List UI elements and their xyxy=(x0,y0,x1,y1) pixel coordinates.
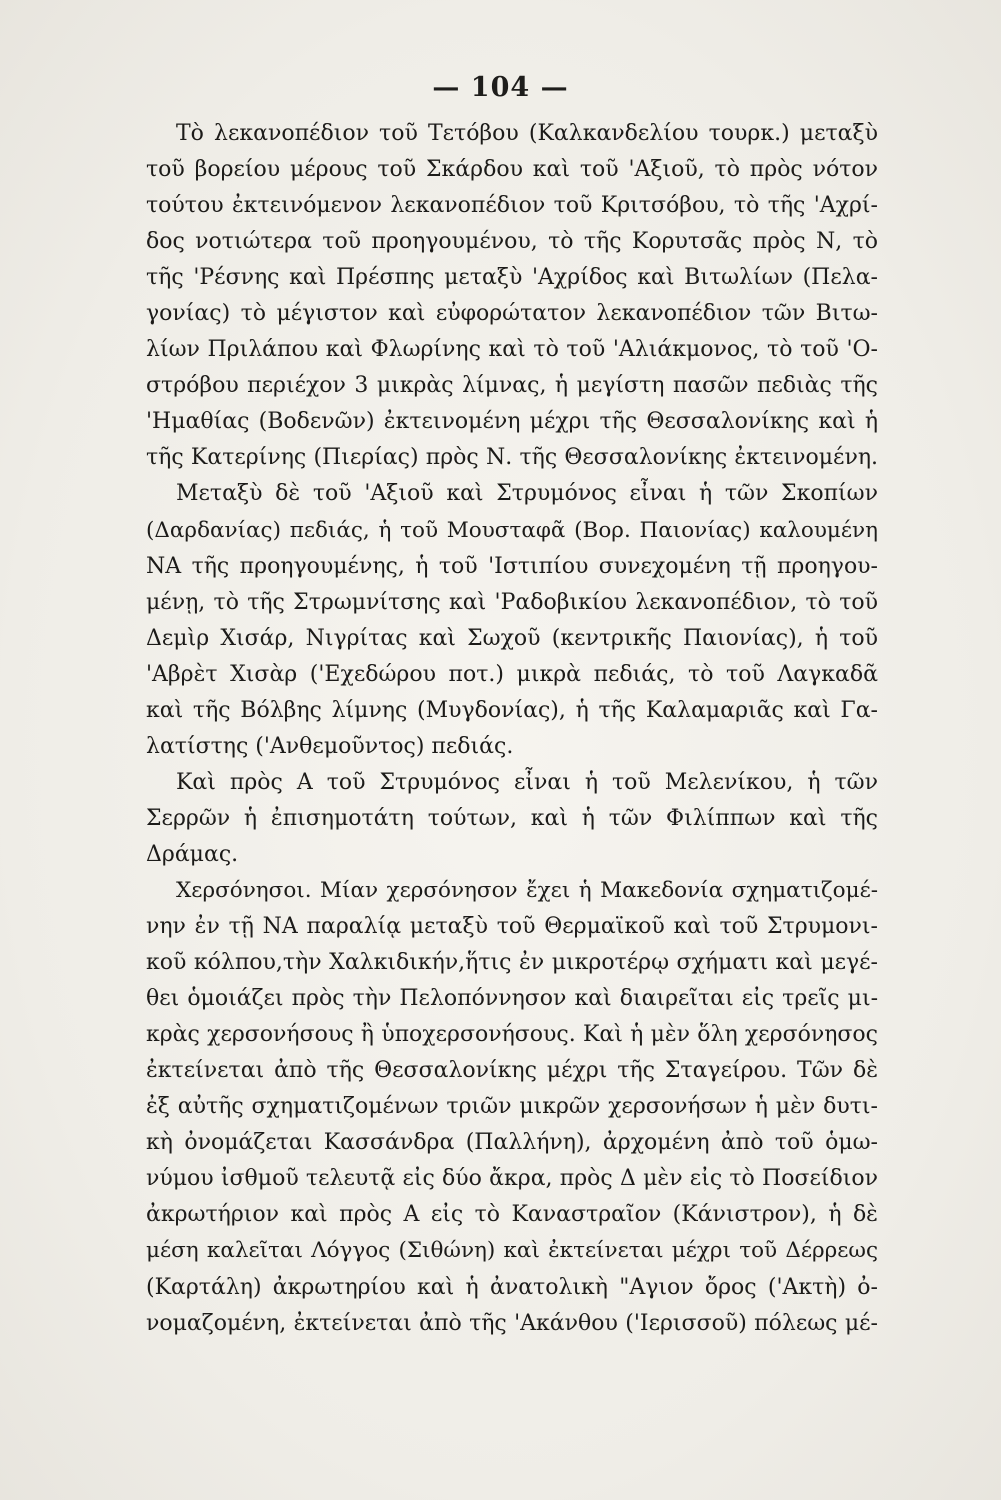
text-line: (Δαρδανίας) πεδιάς, ἡ τοῦ Μουσταφᾶ (Βορ. Παιονίας) καλουμένη xyxy=(146,517,878,543)
text-line: λίων Πριλάπου καὶ Φλωρίνης καὶ τὸ τοῦ 'Αλιάκμονος, τὸ τοῦ 'Ο- xyxy=(146,337,878,363)
text-line: Μεταξὺ δὲ τοῦ 'Αξιοῦ καὶ Στρυμόνος εἶναι ἡ τῶν Σκοπίων xyxy=(176,481,878,507)
text-line: γονίας) τὸ μέγιστον καὶ εὐφορώτατον λεκανοπέδιον τῶν Βιτω- xyxy=(146,301,878,327)
text-line: 'Αβρὲτ Χισὰρ ('Εχεδώρου ποτ.) μικρὰ πεδιάς, τὸ τοῦ Λαγκαδᾶ xyxy=(146,661,878,687)
text-line: τούτου ἐκτεινόμενον λεκανοπέδιον τοῦ Κριτσόβου, τὸ τῆς 'Αχρί- xyxy=(146,193,878,219)
page-number: — 104 — xyxy=(432,72,569,103)
text-line: τῆς Κατερίνης (Πιερίας) πρὸς Ν. τῆς Θεσσαλονίκης ἐκτεινομένη. xyxy=(146,445,878,471)
text-line: 'Ημαθίας (Βοδενῶν) ἐκτεινομένη μέχρι τῆς Θεσσαλονίκης καὶ ἡ xyxy=(146,409,878,435)
text-line: Δράμας. xyxy=(146,841,239,867)
text-line: ἐξ αὐτῆς σχηματιζομένων τριῶν μικρῶν χερσονήσων ἡ μὲν δυτι- xyxy=(146,1094,878,1120)
text-line: λατίστης ('Ανθεμοῦντος) πεδιάς. xyxy=(146,733,514,759)
text-line: Καὶ πρὸς Α τοῦ Στρυμόνος εἶναι ἡ τοῦ Μελενίκου, ἡ τῶν xyxy=(176,769,878,795)
text-line: τῆς 'Ρέσνης καὶ Πρέσπης μεταξὺ 'Αχρίδος καὶ Βιτωλίων (Πελα- xyxy=(146,265,878,291)
text-line: ἐκτείνεται ἀπὸ τῆς Θεσσαλονίκης μέχρι τῆς Σταγείρου. Τῶν δὲ xyxy=(146,1058,878,1084)
text-line: Χερσόνησοι. Μίαν χερσόνησον ἔχει ἡ Μακεδονία σχηματιζομέ- xyxy=(176,877,878,903)
text-line: νην ἐν τῇ ΝΑ παραλίᾳ μεταξὺ τοῦ Θερμαϊκοῦ καὶ τοῦ Στρυμονι- xyxy=(146,914,878,940)
body-text xyxy=(146,116,878,1342)
text-line: ἀκρωτήριον καὶ πρὸς Α εἰς τὸ Καναστραῖον (Κάνιστρον), ἡ δὲ xyxy=(146,1202,878,1228)
text-line: θει ὁμοιάζει πρὸς τὴν Πελοπόννησον καὶ διαιρεῖται εἰς τρεῖς μι- xyxy=(146,986,878,1012)
text-line: κοῦ κόλπου,τὴν Χαλκιδικήν,ἥτις ἐν μικροτέρῳ σχήματι καὶ μεγέ- xyxy=(146,950,878,976)
text-line: κὴ ὀνομάζεται Κασσάνδρα (Παλλήνη), ἀρχομένη ἀπὸ τοῦ ὁμω- xyxy=(146,1130,878,1156)
text-line: μένῃ, τὸ τῆς Στρωμνίτσης καὶ 'Ραδοβικίου λεκανοπέδιον, τὸ τοῦ xyxy=(146,589,878,615)
text-line: Δεμὶρ Χισάρ, Νιγρίτας καὶ Σωχοῦ (κεντρικῆς Παιονίας), ἡ τοῦ xyxy=(146,625,878,651)
text-line: στρόβου περιέχον 3 μικρὰς λίμνας, ἡ μεγίστη πασῶν πεδιὰς τῆς xyxy=(146,373,878,399)
text-line: νύμου ἰσθμοῦ τελευτᾷ εἰς δύο ἄκρα, πρὸς Δ μὲν εἰς τὸ Ποσείδιον xyxy=(146,1166,878,1192)
text-line: κρὰς χερσονήσους ἢ ὑποχερσονήσους. Καὶ ἡ μὲν ὅλη χερσόνησος xyxy=(146,1022,878,1048)
text-line: ΝΑ τῆς προηγουμένης, ἡ τοῦ 'Ιστιπίου συνεχομένη τῇ προηγου- xyxy=(146,553,878,579)
text-line: μέση καλεῖται Λόγγος (Σιθώνη) καὶ ἐκτείνεται μέχρι τοῦ Δέρρεως xyxy=(146,1238,878,1264)
text-line: νομαζομένη, ἐκτείνεται ἀπὸ τῆς 'Ακάνθου ('Ιερισσοῦ) πόλεως μέ- xyxy=(146,1310,878,1336)
text-line: τοῦ βορείου μέρους τοῦ Σκάρδου καὶ τοῦ 'Αξιοῦ, τὸ πρὸς νότον xyxy=(146,157,878,183)
text-line: καὶ τῆς Βόλβης λίμνης (Μυγδονίας), ἡ τῆς Καλαμαριᾶς καὶ Γα- xyxy=(146,697,878,723)
text-line: (Καρτάλη) ἀκρωτηρίου καὶ ἡ ἀνατολικὴ "Αγιον ὄρος ('Ακτὴ) ὀ- xyxy=(146,1274,878,1300)
text-line: δος νοτιώτερα τοῦ προηγουμένου, τὸ τῆς Κορυτσᾶς πρὸς Ν, τὸ xyxy=(146,229,878,255)
text-line: Σερρῶν ἡ ἐπισημοτάτη τούτων, καὶ ἡ τῶν Φιλίππων καὶ τῆς xyxy=(146,805,878,831)
text-line: Τὸ λεκανοπέδιον τοῦ Τετόβου (Καλκανδελίου τουρκ.) μεταξὺ xyxy=(176,121,878,146)
